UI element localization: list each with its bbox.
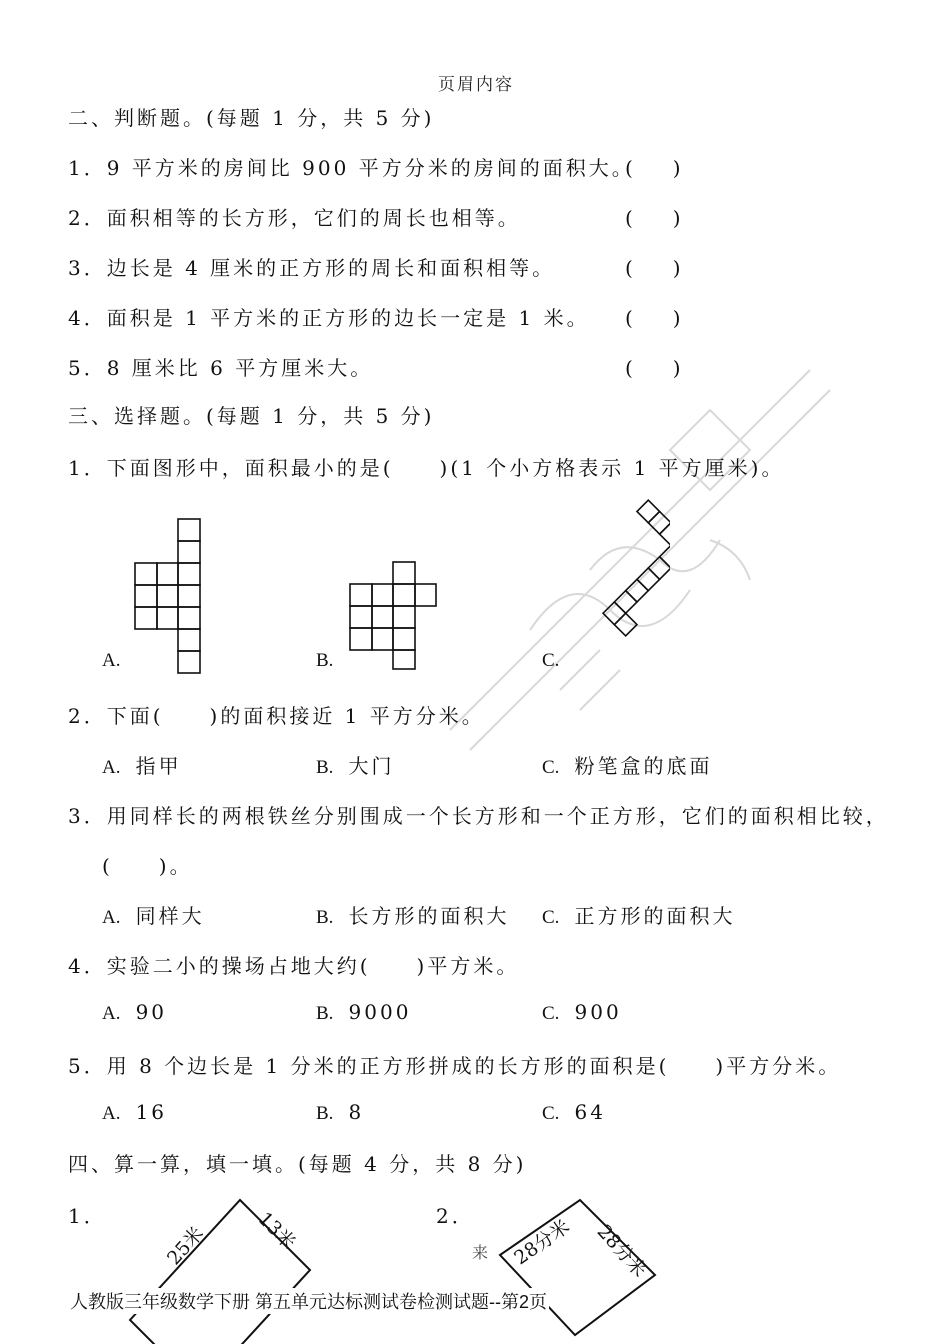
- figure-label-b[interactable]: B.: [316, 650, 334, 671]
- option-q3-a[interactable]: A. 同样大: [102, 904, 205, 928]
- grid-figure-a: [130, 515, 210, 675]
- stray-text: 来: [472, 1243, 489, 1262]
- choice-question-1: 1．下面图形中，面积最小的是( )(1 个小方格表示 1 平方厘米)。: [68, 456, 785, 480]
- judgement-item-1: 1．9 平方米的房间比 900 平方分米的房间的面积大。: [68, 156, 635, 180]
- choice-question-4: 4．实验二小的操场占地大约( )平方米。: [68, 954, 520, 978]
- choice-question-5: 5．用 8 个边长是 1 分米的正方形拼成的长方形的面积是( )平方分米。: [68, 1054, 842, 1078]
- grid-figure-c: [570, 495, 670, 675]
- page-footer: 人教版三年级数学下册 第五单元达标测试卷检测试题--第2页: [68, 1288, 549, 1314]
- side-label-28dm-a: 28分米: [510, 1215, 574, 1270]
- judgement-item-5: 5．8 厘米比 6 平方厘米大。: [68, 356, 374, 380]
- judgement-item-4: 4．面积是 1 平方米的正方形的边长一定是 1 米。: [68, 306, 590, 330]
- option-q3-b[interactable]: B. 长方形的面积大: [316, 904, 510, 928]
- option-q3-c[interactable]: C. 正方形的面积大: [542, 904, 736, 928]
- option-q5-a[interactable]: A. 16: [102, 1100, 168, 1124]
- figure-label-a[interactable]: A.: [102, 650, 121, 671]
- answer-paren-4[interactable]: ( ): [625, 306, 681, 330]
- choice-question-3: 3．用同样长的两根铁丝分别围成一个长方形和一个正方形，它们的面积相比较，: [68, 804, 889, 828]
- side-label-13m: 13米: [253, 1207, 300, 1254]
- option-q2-a[interactable]: A. 指甲: [102, 754, 182, 778]
- option-q5-c[interactable]: C. 64: [542, 1100, 606, 1124]
- answer-paren-5[interactable]: ( ): [625, 356, 681, 380]
- answer-paren-2[interactable]: ( ): [625, 206, 681, 230]
- judgement-item-3: 3．边长是 4 厘米的正方形的周长和面积相等。: [68, 256, 556, 280]
- side-label-28dm-b: 28分米: [592, 1220, 651, 1282]
- option-q4-a[interactable]: A. 90: [102, 1000, 168, 1024]
- option-q2-b[interactable]: B. 大门: [316, 754, 395, 778]
- answer-paren-3[interactable]: ( ): [625, 256, 681, 280]
- rectangle-figure-1: [120, 1190, 350, 1344]
- option-q4-b[interactable]: B. 9000: [316, 1000, 412, 1024]
- judgement-item-2: 2．面积相等的长方形，它们的周长也相等。: [68, 206, 521, 230]
- calc-question-2-number: 2．: [436, 1204, 475, 1228]
- calc-question-1-number: 1．: [68, 1204, 107, 1228]
- choice-question-2: 2．下面( )的面积接近 1 平方分米。: [68, 704, 485, 728]
- section-title-choice: 三、选择题。(每题 1 分，共 5 分): [68, 404, 435, 428]
- option-q5-b[interactable]: B. 8: [316, 1100, 365, 1124]
- choice-question-3-blank: ( )。: [102, 854, 193, 878]
- option-q4-c[interactable]: C. 900: [542, 1000, 622, 1024]
- page-header: 页眉内容: [438, 75, 514, 95]
- section-title-calc: 四、算一算，填一填。(每题 4 分，共 8 分): [68, 1152, 527, 1176]
- section-title-judgement: 二、判断题。(每题 1 分，共 5 分): [68, 106, 435, 130]
- side-label-25m: 25米: [162, 1222, 209, 1270]
- figure-label-c[interactable]: C.: [542, 650, 560, 671]
- answer-paren-1[interactable]: ( ): [625, 156, 681, 180]
- option-q2-c[interactable]: C. 粉笔盒的底面: [542, 754, 713, 778]
- grid-figure-b: [345, 558, 440, 673]
